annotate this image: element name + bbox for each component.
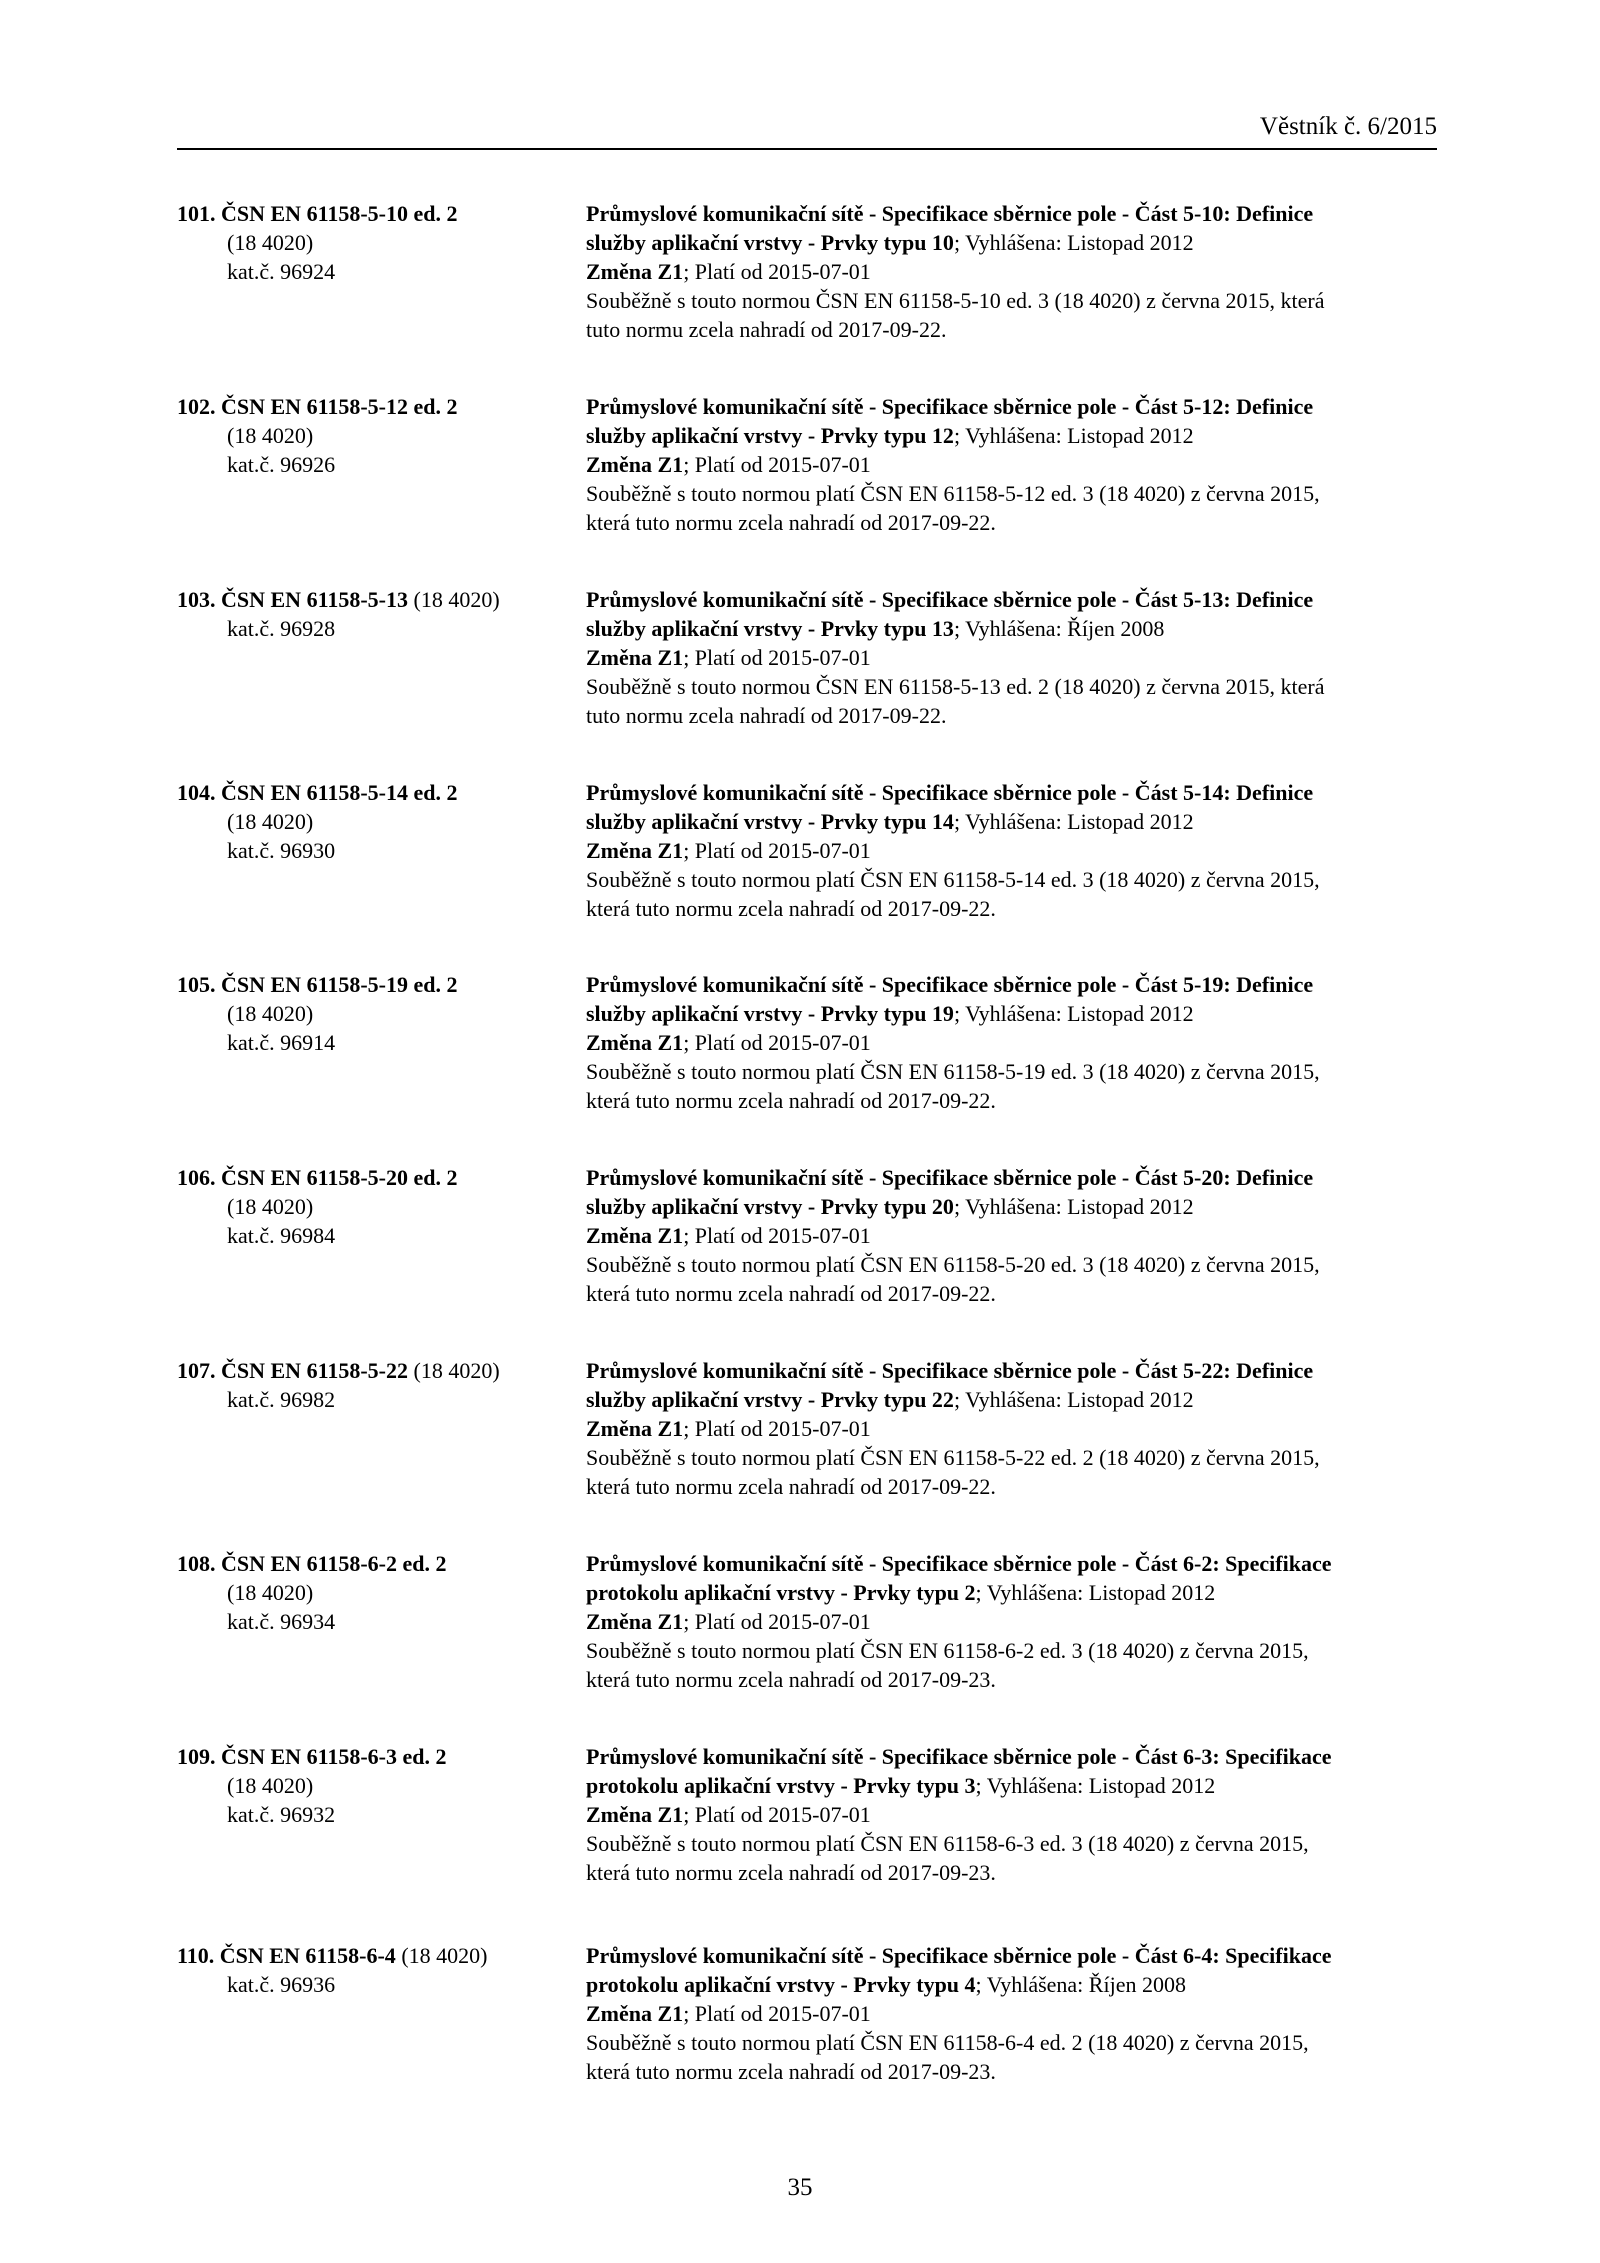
standard-code: ČSN EN 61158-6-3 ed. 2	[221, 1744, 447, 1769]
valid-from: ; Platí od 2015-07-01	[683, 1030, 871, 1055]
announcement: ; Vyhlášena: Listopad 2012	[975, 1580, 1216, 1605]
entry-description	[586, 1742, 1436, 1887]
replacement-note: Souběžně s touto normou platí ČSN EN 61158-6-3 ed. 3 (18 4020) z června 2015,	[586, 1831, 1309, 1856]
bulletin-title: Věstník č. 6/2015	[1259, 113, 1437, 140]
replacement-note-cont: která tuto normu zcela nahradí od 2017-09-22.	[586, 1474, 996, 1499]
entry-description	[586, 970, 1436, 1115]
standard-title-cont: služby aplikační vrstvy - Prvky typu 19	[586, 1001, 954, 1026]
entry-number: 102.	[177, 394, 216, 419]
replacement-note: Souběžně s touto normou platí ČSN EN 61158-5-19 ed. 3 (18 4020) z června 2015,	[586, 1059, 1320, 1084]
change-label: Změna Z1	[586, 645, 684, 670]
announcement: ; Vyhlášena: Říjen 2008	[953, 616, 1165, 641]
replacement-note: Souběžně s touto normou platí ČSN EN 61158-6-4 ed. 2 (18 4020) z června 2015,	[586, 2030, 1309, 2055]
classification-code: (18 4020)	[227, 809, 314, 834]
replacement-note: Souběžně s touto normou ČSN EN 61158-5-13 ed. 2 (18 4020) z června 2015, která	[586, 674, 1325, 699]
announcement: ; Vyhlášena: Listopad 2012	[953, 230, 1194, 255]
entry-number: 110.	[177, 1943, 215, 1968]
valid-from: ; Platí od 2015-07-01	[683, 452, 871, 477]
entry-identifier	[177, 1163, 577, 1250]
standard-title: Průmyslové komunikační sítě - Specifikace sběrnice pole - Část 6-4: Specifikace	[586, 1943, 1332, 1968]
announcement: ; Vyhlášena: Listopad 2012	[953, 809, 1194, 834]
change-label: Změna Z1	[586, 1802, 684, 1827]
entry-number: 104.	[177, 780, 216, 805]
entry-number: 106.	[177, 1165, 216, 1190]
entry-identifier	[177, 1742, 577, 1829]
page-number: 35	[787, 2174, 813, 2201]
replacement-note: Souběžně s touto normou platí ČSN EN 61158-5-14 ed. 3 (18 4020) z června 2015,	[586, 867, 1320, 892]
entry-number: 109.	[177, 1744, 216, 1769]
change-label: Změna Z1	[586, 838, 684, 863]
standard-title: Průmyslové komunikační sítě - Specifikace sběrnice pole - Část 5-12: Definice	[586, 394, 1314, 419]
standard-title-cont: protokolu aplikační vrstvy - Prvky typu 4	[586, 1972, 976, 1997]
entry-identifier	[177, 392, 577, 479]
entry-description	[586, 199, 1436, 344]
catalog-number: kat.č. 96914	[227, 1030, 336, 1055]
entry-description	[586, 1356, 1436, 1501]
entry-description	[586, 1163, 1436, 1308]
standard-code: ČSN EN 61158-5-22	[221, 1358, 409, 1383]
replacement-note: Souběžně s touto normou platí ČSN EN 61158-5-20 ed. 3 (18 4020) z června 2015,	[586, 1252, 1320, 1277]
announcement: ; Vyhlášena: Listopad 2012	[953, 423, 1194, 448]
replacement-note-cont: která tuto normu zcela nahradí od 2017-09-23.	[586, 2059, 996, 2084]
catalog-number: kat.č. 96934	[227, 1609, 336, 1634]
classification-code: (18 4020)	[408, 1358, 500, 1383]
standard-code: ČSN EN 61158-5-13	[221, 587, 409, 612]
catalog-number: kat.č. 96984	[227, 1223, 336, 1248]
announcement: ; Vyhlášena: Listopad 2012	[953, 1001, 1194, 1026]
standard-title: Průmyslové komunikační sítě - Specifikace sběrnice pole - Část 6-3: Specifikace	[586, 1744, 1332, 1769]
classification-code: (18 4020)	[408, 587, 500, 612]
page-header	[177, 108, 1437, 150]
announcement: ; Vyhlášena: Listopad 2012	[975, 1773, 1216, 1798]
standard-title: Průmyslové komunikační sítě - Specifikace sběrnice pole - Část 5-19: Definice	[586, 972, 1314, 997]
classification-code: (18 4020)	[227, 423, 314, 448]
catalog-number: kat.č. 96928	[227, 616, 336, 641]
change-label: Změna Z1	[586, 1223, 684, 1248]
entry-identifier	[177, 1549, 577, 1636]
catalog-number: kat.č. 96926	[227, 452, 336, 477]
valid-from: ; Platí od 2015-07-01	[683, 1802, 871, 1827]
replacement-note: Souběžně s touto normou ČSN EN 61158-5-10 ed. 3 (18 4020) z června 2015, která	[586, 288, 1325, 313]
catalog-number: kat.č. 96982	[227, 1387, 336, 1412]
replacement-note: Souběžně s touto normou platí ČSN EN 61158-5-12 ed. 3 (18 4020) z června 2015,	[586, 481, 1320, 506]
standard-title: Průmyslové komunikační sítě - Specifikace sběrnice pole - Část 5-14: Definice	[586, 780, 1314, 805]
standard-code: ČSN EN 61158-5-14 ed. 2	[221, 780, 458, 805]
replacement-note-cont: která tuto normu zcela nahradí od 2017-09-22.	[586, 896, 996, 921]
replacement-note-cont: tuto normu zcela nahradí od 2017-09-22.	[586, 317, 947, 342]
standard-title-cont: služby aplikační vrstvy - Prvky typu 20	[586, 1194, 954, 1219]
valid-from: ; Platí od 2015-07-01	[683, 1609, 871, 1634]
entry-identifier	[177, 778, 577, 865]
standard-title-cont: protokolu aplikační vrstvy - Prvky typu 2	[586, 1580, 976, 1605]
standard-title: Průmyslové komunikační sítě - Specifikace sběrnice pole - Část 5-20: Definice	[586, 1165, 1314, 1190]
replacement-note-cont: která tuto normu zcela nahradí od 2017-09-23.	[586, 1667, 996, 1692]
announcement: ; Vyhlášena: Listopad 2012	[953, 1387, 1194, 1412]
entry-description	[586, 392, 1436, 537]
entry-number: 105.	[177, 972, 216, 997]
standard-title-cont: služby aplikační vrstvy - Prvky typu 10	[586, 230, 954, 255]
replacement-note-cont: která tuto normu zcela nahradí od 2017-09-22.	[586, 510, 996, 535]
standard-title-cont: služby aplikační vrstvy - Prvky typu 12	[586, 423, 954, 448]
catalog-number: kat.č. 96932	[227, 1802, 336, 1827]
standard-title-cont: služby aplikační vrstvy - Prvky typu 14	[586, 809, 954, 834]
change-label: Změna Z1	[586, 1030, 684, 1055]
replacement-note: Souběžně s touto normou platí ČSN EN 61158-6-2 ed. 3 (18 4020) z června 2015,	[586, 1638, 1309, 1663]
classification-code: (18 4020)	[227, 1194, 314, 1219]
catalog-number: kat.č. 96924	[227, 259, 336, 284]
standard-title: Průmyslové komunikační sítě - Specifikace sběrnice pole - Část 5-10: Definice	[586, 201, 1314, 226]
announcement: ; Vyhlášena: Říjen 2008	[975, 1972, 1186, 1997]
catalog-number: kat.č. 96930	[227, 838, 336, 863]
standard-code: ČSN EN 61158-5-10 ed. 2	[221, 201, 458, 226]
replacement-note-cont: tuto normu zcela nahradí od 2017-09-22.	[586, 703, 947, 728]
valid-from: ; Platí od 2015-07-01	[683, 2001, 871, 2026]
standard-code: ČSN EN 61158-5-19 ed. 2	[221, 972, 458, 997]
entry-number: 103.	[177, 587, 216, 612]
entry-description	[586, 1941, 1436, 2086]
valid-from: ; Platí od 2015-07-01	[683, 1223, 871, 1248]
valid-from: ; Platí od 2015-07-01	[683, 645, 871, 670]
entry-identifier	[177, 1356, 577, 1414]
standard-title-cont: služby aplikační vrstvy - Prvky typu 22	[586, 1387, 954, 1412]
catalog-number: kat.č. 96936	[227, 1972, 336, 1997]
replacement-note-cont: která tuto normu zcela nahradí od 2017-09-23.	[586, 1860, 996, 1885]
standard-title: Průmyslové komunikační sítě - Specifikace sběrnice pole - Část 5-13: Definice	[586, 587, 1314, 612]
entry-identifier	[177, 970, 577, 1057]
standard-code: ČSN EN 61158-5-12 ed. 2	[221, 394, 458, 419]
change-label: Změna Z1	[586, 259, 684, 284]
entry-number: 101.	[177, 201, 216, 226]
announcement: ; Vyhlášena: Listopad 2012	[953, 1194, 1194, 1219]
entry-identifier	[177, 199, 577, 286]
standard-title: Průmyslové komunikační sítě - Specifikace sběrnice pole - Část 6-2: Specifikace	[586, 1551, 1332, 1576]
standard-code: ČSN EN 61158-5-20 ed. 2	[221, 1165, 458, 1190]
entry-number: 107.	[177, 1358, 216, 1383]
classification-code: (18 4020)	[227, 230, 314, 255]
replacement-note-cont: která tuto normu zcela nahradí od 2017-09-22.	[586, 1088, 996, 1113]
entry-identifier	[177, 1941, 577, 1999]
valid-from: ; Platí od 2015-07-01	[683, 838, 871, 863]
entry-identifier	[177, 585, 577, 643]
standard-title: Průmyslové komunikační sítě - Specifikace sběrnice pole - Část 5-22: Definice	[586, 1358, 1314, 1383]
entry-description	[586, 778, 1436, 923]
classification-code: (18 4020)	[227, 1773, 314, 1798]
standard-code: ČSN EN 61158-6-4	[219, 1943, 396, 1968]
change-label: Změna Z1	[586, 452, 684, 477]
replacement-note: Souběžně s touto normou platí ČSN EN 61158-5-22 ed. 2 (18 4020) z června 2015,	[586, 1445, 1320, 1470]
classification-code: (18 4020)	[227, 1580, 314, 1605]
standard-code: ČSN EN 61158-6-2 ed. 2	[221, 1551, 447, 1576]
replacement-note-cont: která tuto normu zcela nahradí od 2017-09-22.	[586, 1281, 996, 1306]
change-label: Změna Z1	[586, 1416, 684, 1441]
entry-number: 108.	[177, 1551, 216, 1576]
entry-description	[586, 585, 1436, 730]
standard-title-cont: protokolu aplikační vrstvy - Prvky typu 3	[586, 1773, 976, 1798]
standard-title-cont: služby aplikační vrstvy - Prvky typu 13	[586, 616, 954, 641]
valid-from: ; Platí od 2015-07-01	[683, 259, 871, 284]
change-label: Změna Z1	[586, 2001, 684, 2026]
classification-code: (18 4020)	[395, 1943, 488, 1968]
valid-from: ; Platí od 2015-07-01	[683, 1416, 871, 1441]
change-label: Změna Z1	[586, 1609, 684, 1634]
classification-code: (18 4020)	[227, 1001, 314, 1026]
entry-description	[586, 1549, 1436, 1694]
